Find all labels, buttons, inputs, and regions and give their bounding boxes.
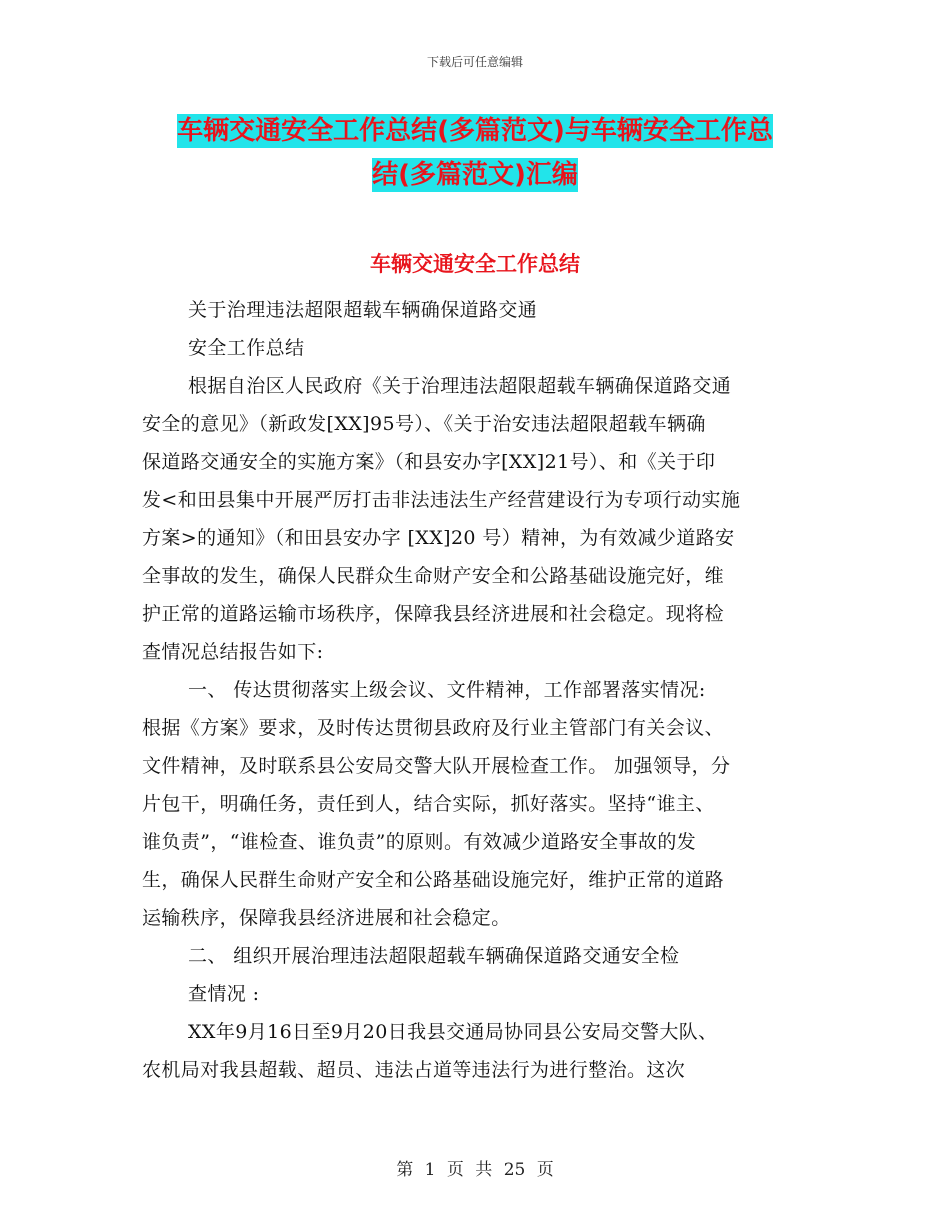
body-line: 片包干，明确任务，责任到人，结合实际，抓好落实。坚持“谁主、 bbox=[142, 793, 715, 815]
body-line: 护正常的道路运输市场秩序，保障我县经济进展和社会稳定。现将检 bbox=[142, 603, 725, 625]
body-line: 关于治理违法超限超载车辆确保道路交通 bbox=[188, 299, 538, 321]
body-line: 根据自治区人民政府《关于治理违法超限超载车辆确保道路交通 bbox=[188, 375, 732, 397]
document-title-text-1: 车辆交通安全工作总结(多篇范文)与车辆安全工作总 bbox=[177, 116, 773, 146]
body-line: 发<和田县集中开展严厉打击非法违法生产经营建设行为专项行动实施 bbox=[142, 489, 741, 511]
body-text bbox=[142, 291, 812, 1089]
body-line: 查情况 : bbox=[188, 983, 260, 1005]
section-title: 车辆交通安全工作总结 bbox=[370, 252, 580, 276]
body-line: 生，确保人民群生命财产安全和公路基础设施完好，维护正常的道路 bbox=[142, 869, 725, 891]
body-line: 保道路交通安全的实施方案》（和县安办字[XX]21号）、和《关于印 bbox=[142, 451, 716, 473]
body-line: 谁负责”，“谁检查、谁负责”的原则。有效减少道路安全事故的发 bbox=[142, 831, 697, 853]
document-title-line-2 bbox=[0, 156, 950, 194]
body-line: 全事故的发生，确保人民群众生命财产安全和公路基础设施完好，维 bbox=[142, 565, 725, 587]
body-line: 文件精神，及时联系县公安局交警大队开展检查工作。 加强领导，分 bbox=[142, 755, 731, 777]
body-line: XX年9月16日至9月20日我县交通局协同县公安局交警大队、 bbox=[188, 1021, 718, 1043]
document-title-line-1 bbox=[0, 112, 950, 150]
body-line: 方案>的通知》（和田县安办字 [XX]20 号）精神，为有效减少道路安 bbox=[142, 527, 735, 549]
body-line: 农机局对我县超载、超员、违法占道等违法行为进行整治。这次 bbox=[142, 1059, 686, 1081]
body-line: 安全工作总结 bbox=[188, 337, 305, 359]
body-line: 安全的意见》（新政发[XX]95号）、《关于治安违法超限超载车辆确 bbox=[142, 413, 706, 435]
body-line: 二、 组织开展治理违法超限超载车辆确保道路交通安全检 bbox=[188, 945, 680, 967]
body-line: 查情况总结报告如下: bbox=[142, 641, 324, 663]
body-line: 一、 传达贯彻落实上级会议、文件精神，工作部署落实情况: bbox=[188, 679, 706, 701]
body-line: 运输秩序，保障我县经济进展和社会稳定。 bbox=[142, 907, 511, 929]
header-note: 下载后可任意编辑 bbox=[426, 55, 523, 69]
page-number-footer: 第 1 页 共 25 页 bbox=[396, 1160, 554, 1180]
document-title-text-2: 结(多篇范文)汇编 bbox=[372, 160, 578, 190]
body-line: 根据《方案》要求，及时传达贯彻县政府及行业主管部门有关会议、 bbox=[142, 717, 725, 739]
